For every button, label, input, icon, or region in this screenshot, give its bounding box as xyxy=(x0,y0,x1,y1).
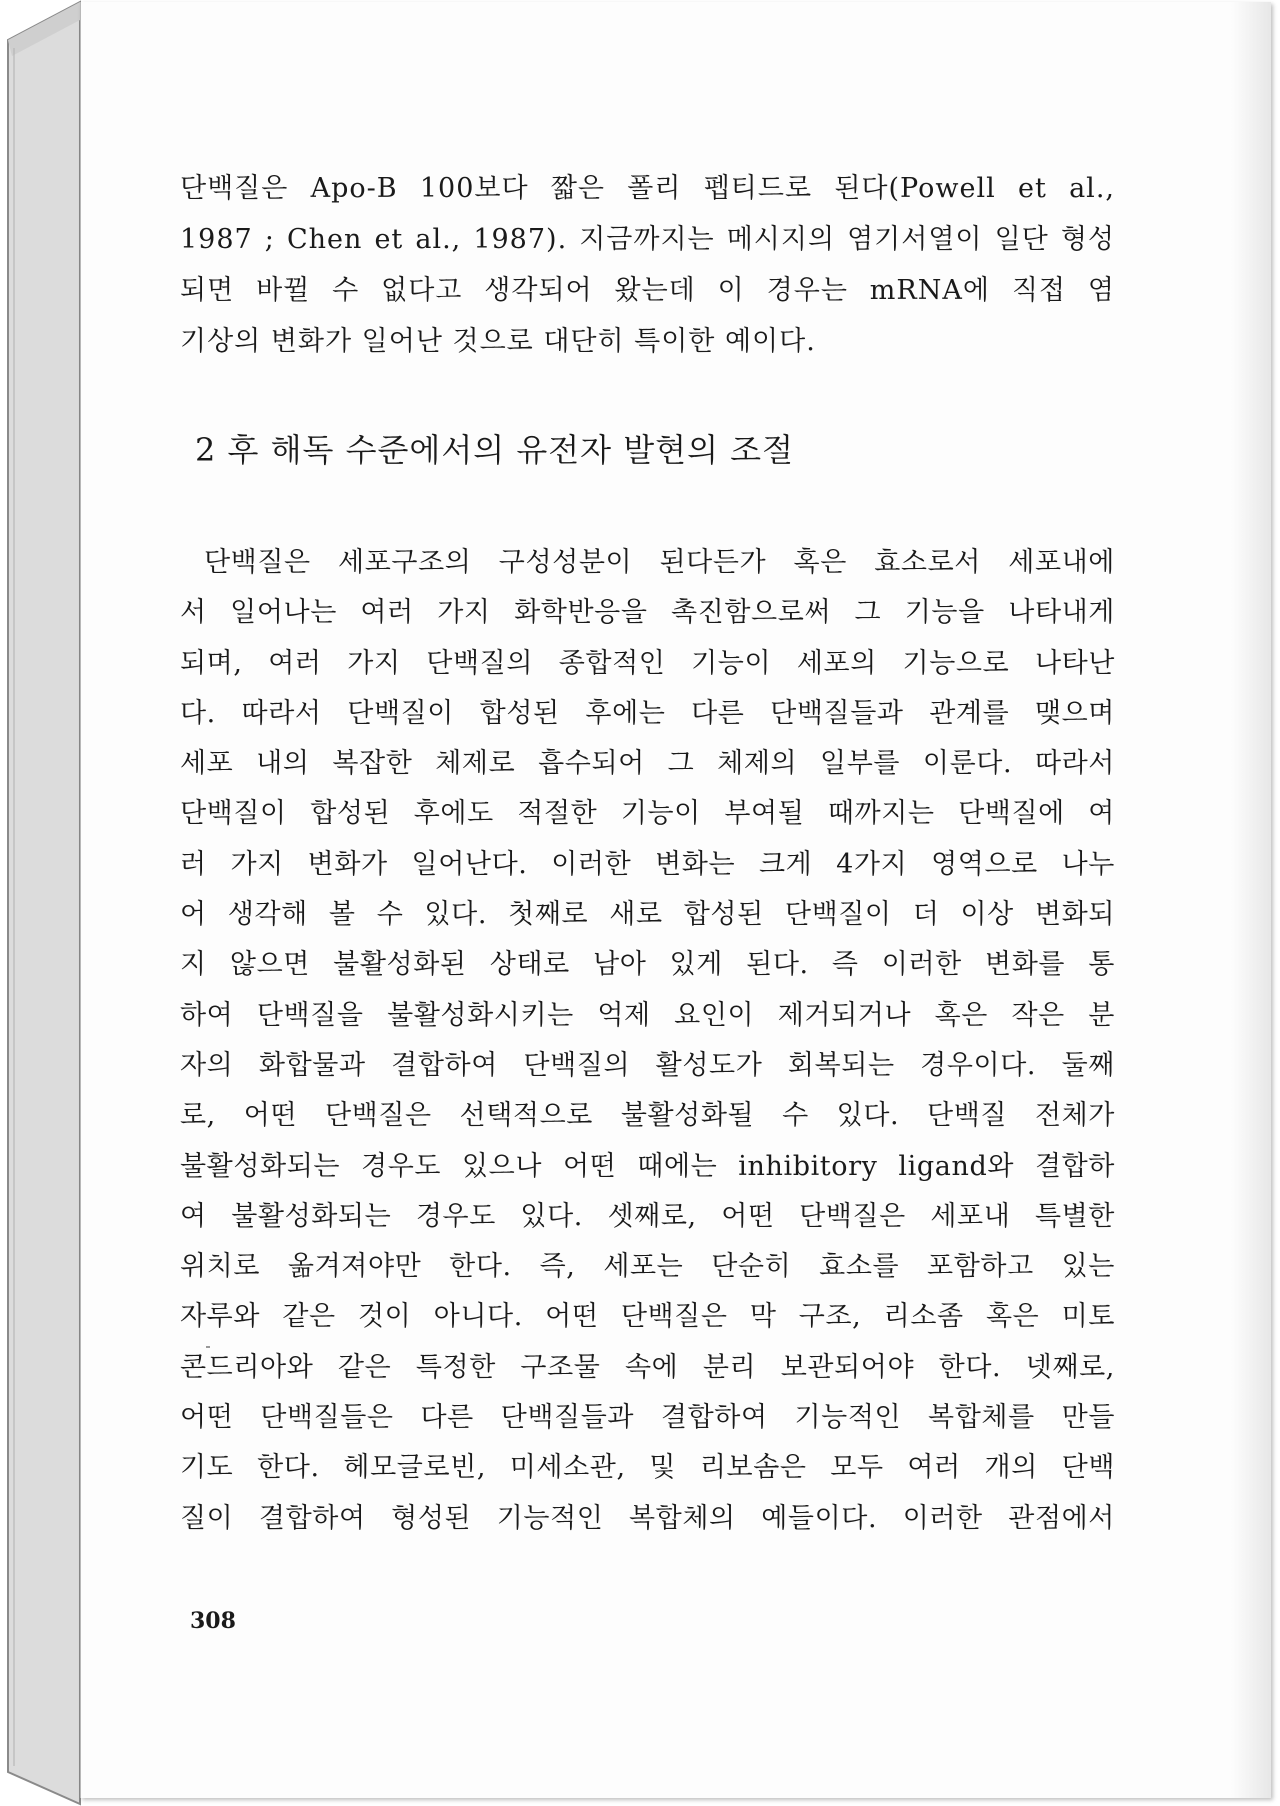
text-line: 콘드리아와 같은 특정한 구조물 속에 분리 보관되어야 한다. 넷째로, xyxy=(180,1351,1115,1383)
text-line: 위치로 옮겨져야만 한다. 즉, 세포는 단순히 효소를 포함하고 있는 xyxy=(180,1251,1115,1283)
text-line: 단백질은 Apo-B 100보다 짧은 폴리 펩티드로 된다(Powell et al., xyxy=(180,173,1115,204)
text-line: 자의 화합물과 결합하여 단백질의 활성도가 회복되는 경우이다. 둘째 xyxy=(180,1049,1115,1081)
text-line: 단백질이 합성된 후에도 적절한 기능이 부여될 때까지는 단백질에 여 xyxy=(180,798,1115,830)
text-line: 질이 결합하여 형성된 기능적인 복합체의 예들이다. 이러한 관점에서 xyxy=(180,1502,1115,1534)
text-line: 1987 ; Chen et al., 1987). 지금까지는 메시지의 염기서열이 일단 형성 xyxy=(180,224,1115,255)
text-line: 어 생각해 볼 수 있다. 첫째로 새로 합성된 단백질이 더 이상 변화되 xyxy=(180,899,1115,931)
text-line: 어떤 단백질들은 다른 단백질들과 결합하여 기능적인 복합체를 만들 xyxy=(180,1402,1115,1434)
text-line: 러 가지 변화가 일어난다. 이러한 변화는 크게 4가지 영역으로 나누 xyxy=(180,848,1115,880)
text-line: 다. 따라서 단백질이 합성된 후에는 다른 단백질들과 관계를 맺으며 xyxy=(180,697,1115,729)
body-paragraph xyxy=(180,538,1115,1544)
text-line: 되며, 여러 가지 단백질의 종합적인 기능이 세포의 기능으로 나타난 xyxy=(180,647,1115,679)
page-number: 308 xyxy=(190,1608,236,1634)
text-line: 로, 어떤 단백질은 선택적으로 불활성화될 수 있다. 단백질 전체가 xyxy=(180,1100,1115,1132)
page-edge-shade xyxy=(1231,2,1271,1798)
text-line: 자루와 같은 것이 아니다. 어떤 단백질은 막 구조, 리소좀 혹은 미토 xyxy=(180,1301,1115,1333)
text-line: 기상의 변화가 일어난 것으로 대단히 특이한 예이다. xyxy=(180,326,816,357)
section-heading: 2 후 해독 수준에서의 유전자 발현의 조절 xyxy=(195,431,794,469)
text-line: 지 않으면 불활성화된 상태로 남아 있게 된다. 즉 이러한 변화를 통 xyxy=(180,949,1115,981)
text-line: 되면 바뀔 수 없다고 생각되어 왔는데 이 경우는 mRNA에 직접 염 xyxy=(180,275,1115,306)
scan-speck xyxy=(206,1346,210,1348)
paragraph-continued xyxy=(180,163,1115,367)
text-line: 세포 내의 복잡한 체제로 흡수되어 그 체제의 일부를 이룬다. 따라서 xyxy=(180,748,1115,780)
text-line: 불활성화되는 경우도 있으나 어떤 때에는 inhibitory ligand와 결합하 xyxy=(180,1150,1115,1182)
text-line: 하여 단백질을 불활성화시키는 억제 요인이 제거되거나 혹은 작은 분 xyxy=(180,999,1115,1031)
text-line: 단백질은 세포구조의 구성성분이 된다든가 혹은 효소로서 세포내에 xyxy=(204,547,1115,578)
text-line: 여 불활성화되는 경우도 있다. 셋째로, 어떤 단백질은 세포내 특별한 xyxy=(180,1200,1115,1232)
text-line: 기도 한다. 헤모글로빈, 미세소관, 및 리보솜은 모두 여러 개의 단백 xyxy=(180,1452,1115,1484)
text-line: 서 일어나는 여러 가지 화학반응을 촉진함으로써 그 기능을 나타내게 xyxy=(180,597,1115,629)
